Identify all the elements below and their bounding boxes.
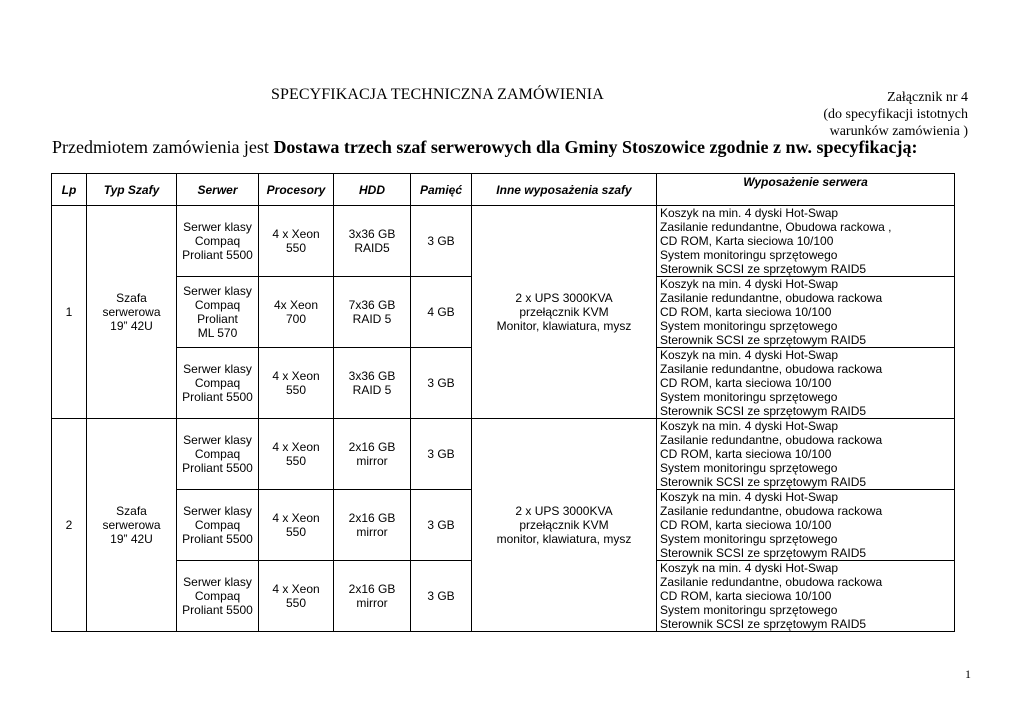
server-cell-line: Compaq xyxy=(194,518,241,532)
server-cell-line: Proliant 5500 xyxy=(182,603,253,617)
server-equipment-cell-line: Koszyk na min. 4 dyski Hot-Swap xyxy=(660,490,839,504)
hdd-cell xyxy=(334,561,411,632)
server-equipment-cell xyxy=(657,419,955,490)
memory-cell: 4 GB xyxy=(411,277,472,348)
processor-cell xyxy=(259,490,334,561)
other-equipment-cell-line: Monitor, klawiatura, mysz xyxy=(496,319,632,333)
specification-table xyxy=(51,173,955,632)
processor-cell-line: 550 xyxy=(285,241,307,255)
other-equipment-cell-line: monitor, klawiatura, mysz xyxy=(496,532,632,546)
hdd-cell xyxy=(334,490,411,561)
hdd-cell-line: mirror xyxy=(356,596,388,610)
server-equipment-cell-line: CD ROM, karta sieciowa 10/100 xyxy=(660,447,832,461)
server-equipment-cell-line: CD ROM, karta sieciowa 10/100 xyxy=(660,518,832,532)
cabinet-type-cell xyxy=(87,206,177,419)
intro-prefix: Przedmiotem zamówienia jest xyxy=(52,137,274,157)
server-cell-line: Compaq xyxy=(194,589,241,603)
server-equipment-cell-line: CD ROM, karta sieciowa 10/100 xyxy=(660,305,832,319)
processor-cell-line: 4 x Xeon xyxy=(272,440,320,454)
server-cell-line: Compaq xyxy=(194,447,241,461)
hdd-cell-line: RAID 5 xyxy=(352,312,392,326)
header-processors: Procesory xyxy=(259,174,334,206)
server-cell xyxy=(177,277,259,348)
server-cell-line: Serwer klasy xyxy=(183,284,252,298)
hdd-cell xyxy=(334,419,411,490)
server-cell-line: Serwer klasy xyxy=(183,220,252,234)
server-equipment-cell-line: CD ROM, karta sieciowa 10/100 xyxy=(660,589,832,603)
server-equipment-cell-line: CD ROM, karta sieciowa 10/100 xyxy=(660,376,832,390)
server-cell xyxy=(177,419,259,490)
hdd-cell xyxy=(334,348,411,419)
server-equipment-cell-line: Koszyk na min. 4 dyski Hot-Swap xyxy=(660,419,839,433)
cabinet-type-cell-line: Szafa xyxy=(116,504,147,518)
server-equipment-cell xyxy=(657,561,955,632)
header-hdd: HDD xyxy=(334,174,411,206)
processor-cell-line: 4 x Xeon xyxy=(272,227,320,241)
processor-cell xyxy=(259,277,334,348)
hdd-cell-line: 7x36 GB xyxy=(348,298,396,312)
server-cell-line: Compaq xyxy=(194,234,241,248)
hdd-cell-line: 3x36 GB xyxy=(348,369,396,383)
hdd-cell-line: mirror xyxy=(356,525,388,539)
processor-cell-line: 4 x Xeon xyxy=(272,582,320,596)
cabinet-type-cell-line: Szafa xyxy=(116,291,147,305)
server-equipment-cell-line: System monitoringu sprzętowego xyxy=(660,319,838,333)
server-cell-line: Compaq xyxy=(194,376,241,390)
server-cell-line: Serwer klasy xyxy=(183,575,252,589)
processor-cell xyxy=(259,348,334,419)
server-equipment-cell-line: Sterownik SCSI ze sprzętowym RAID5 xyxy=(660,404,867,418)
cabinet-type-cell-line: serwerowa xyxy=(102,518,161,532)
header-cabinet-type: Typ Szafy xyxy=(87,174,177,206)
processor-cell xyxy=(259,561,334,632)
memory-cell: 3 GB xyxy=(411,490,472,561)
server-cell xyxy=(177,561,259,632)
server-equipment-cell-line: Zasilanie redundantne, obudowa rackowa xyxy=(660,433,883,447)
server-equipment-cell-line: Koszyk na min. 4 dyski Hot-Swap xyxy=(660,277,839,291)
server-cell xyxy=(177,206,259,277)
intro-sentence xyxy=(52,137,918,158)
server-cell-line: Proliant 5500 xyxy=(182,390,253,404)
annex-line: warunków zamówienia ) xyxy=(829,124,968,139)
server-equipment-cell xyxy=(657,490,955,561)
hdd-cell-line: 2x16 GB xyxy=(348,511,396,525)
row-lp: 2 xyxy=(52,419,87,632)
table-body xyxy=(52,206,955,632)
memory-cell: 3 GB xyxy=(411,348,472,419)
header-memory: Pamięć xyxy=(411,174,472,206)
server-cell-line: ML 570 xyxy=(197,326,238,340)
header-lp: Lp xyxy=(52,174,87,206)
server-equipment-cell-line: Sterownik SCSI ze sprzętowym RAID5 xyxy=(660,475,867,489)
processor-cell-line: 550 xyxy=(285,454,307,468)
server-equipment-cell-line: Sterownik SCSI ze sprzętowym RAID5 xyxy=(660,546,867,560)
server-equipment-cell-line: Sterownik SCSI ze sprzętowym RAID5 xyxy=(660,262,867,276)
cabinet-type-cell-line: 19” 42U xyxy=(110,532,153,546)
server-equipment-cell xyxy=(657,277,955,348)
other-equipment-cell-line: 2 x UPS 3000KVA xyxy=(515,504,613,518)
table-row xyxy=(52,206,955,277)
annex-note xyxy=(823,89,968,140)
processor-cell-line: 550 xyxy=(285,596,307,610)
memory-cell: 3 GB xyxy=(411,561,472,632)
server-cell-line: Serwer klasy xyxy=(183,362,252,376)
server-cell-line: Proliant 5500 xyxy=(182,461,253,475)
server-cell-line: Proliant xyxy=(197,312,238,326)
annex-line: (do specyfikacji istotnych xyxy=(823,107,968,122)
other-equipment-cell-line: 2 x UPS 3000KVA xyxy=(515,291,613,305)
server-equipment-cell-line: Zasilanie redundantne, Obudowa rackowa , xyxy=(660,220,892,234)
table-header-row xyxy=(52,174,955,206)
server-equipment-cell-line: System monitoringu sprzętowego xyxy=(660,603,838,617)
server-equipment-cell xyxy=(657,348,955,419)
server-cell xyxy=(177,490,259,561)
processor-cell-line: 4x Xeon xyxy=(273,298,319,312)
processor-cell-line: 700 xyxy=(285,312,307,326)
server-equipment-cell-line: System monitoringu sprzętowego xyxy=(660,248,838,262)
server-cell-line: Serwer klasy xyxy=(183,433,252,447)
cabinet-type-cell-line: serwerowa xyxy=(102,305,161,319)
header-server-equipment: Wyposażenie serwera xyxy=(657,174,955,206)
other-equipment-cell-line: przełącznik KVM xyxy=(519,305,609,319)
table-row xyxy=(52,419,955,490)
header-server: Serwer xyxy=(177,174,259,206)
server-cell xyxy=(177,348,259,419)
other-equipment-cell-line: przełącznik KVM xyxy=(519,518,609,532)
hdd-cell-line: RAID5 xyxy=(354,241,390,255)
annex-line: Załącznik nr 4 xyxy=(887,90,968,105)
server-equipment-cell-line: System monitoringu sprzętowego xyxy=(660,390,838,404)
hdd-cell-line: 2x16 GB xyxy=(348,582,396,596)
processor-cell-line: 550 xyxy=(285,525,307,539)
server-equipment-cell-line: Koszyk na min. 4 dyski Hot-Swap xyxy=(660,561,839,575)
hdd-cell-line: 3x36 GB xyxy=(348,227,396,241)
processor-cell xyxy=(259,419,334,490)
memory-cell: 3 GB xyxy=(411,419,472,490)
hdd-cell-line: mirror xyxy=(356,454,388,468)
header-other-equipment: Inne wyposażenia szafy xyxy=(472,174,657,206)
hdd-cell-line: 2x16 GB xyxy=(348,440,396,454)
server-equipment-cell-line: Sterownik SCSI ze sprzętowym RAID5 xyxy=(660,617,867,631)
processor-cell-line: 550 xyxy=(285,383,307,397)
server-cell-line: Compaq xyxy=(194,298,241,312)
server-equipment-cell-line: Koszyk na min. 4 dyski Hot-Swap xyxy=(660,206,839,220)
page-number: 1 xyxy=(965,667,971,681)
server-equipment-cell-line: Zasilanie redundantne, obudowa rackowa xyxy=(660,362,883,376)
server-equipment-cell-line: Zasilanie redundantne, obudowa rackowa xyxy=(660,575,883,589)
hdd-cell xyxy=(334,206,411,277)
server-equipment-cell-line: Sterownik SCSI ze sprzętowym RAID5 xyxy=(660,333,867,347)
server-equipment-cell-line: CD ROM, Karta sieciowa 10/100 xyxy=(660,234,834,248)
intro-subject: Dostawa trzech szaf serwerowych dla Gminy Stoszowice zgodnie z nw. specyfikacją: xyxy=(273,137,918,157)
other-equipment-cell xyxy=(472,206,657,419)
processor-cell-line: 4 x Xeon xyxy=(272,511,320,525)
server-equipment-cell-line: System monitoringu sprzętowego xyxy=(660,461,838,475)
server-equipment-cell-line: Koszyk na min. 4 dyski Hot-Swap xyxy=(660,348,839,362)
hdd-cell-line: RAID 5 xyxy=(352,383,392,397)
server-cell-line: Proliant 5500 xyxy=(182,248,253,262)
server-equipment-cell-line: Zasilanie redundantne, obudowa rackowa xyxy=(660,504,883,518)
other-equipment-cell xyxy=(472,419,657,632)
server-equipment-cell-line: Zasilanie redundantne, obudowa rackowa xyxy=(660,291,883,305)
cabinet-type-cell xyxy=(87,419,177,632)
server-equipment-cell-line: System monitoringu sprzętowego xyxy=(660,532,838,546)
document-title: SPECYFIKACJA TECHNICZNA ZAMÓWIENIA xyxy=(271,86,604,103)
memory-cell: 3 GB xyxy=(411,206,472,277)
server-equipment-cell xyxy=(657,206,955,277)
server-cell-line: Proliant 5500 xyxy=(182,532,253,546)
row-lp: 1 xyxy=(52,206,87,419)
cabinet-type-cell-line: 19” 42U xyxy=(110,319,153,333)
processor-cell-line: 4 x Xeon xyxy=(272,369,320,383)
processor-cell xyxy=(259,206,334,277)
server-cell-line: Serwer klasy xyxy=(183,504,252,518)
hdd-cell xyxy=(334,277,411,348)
